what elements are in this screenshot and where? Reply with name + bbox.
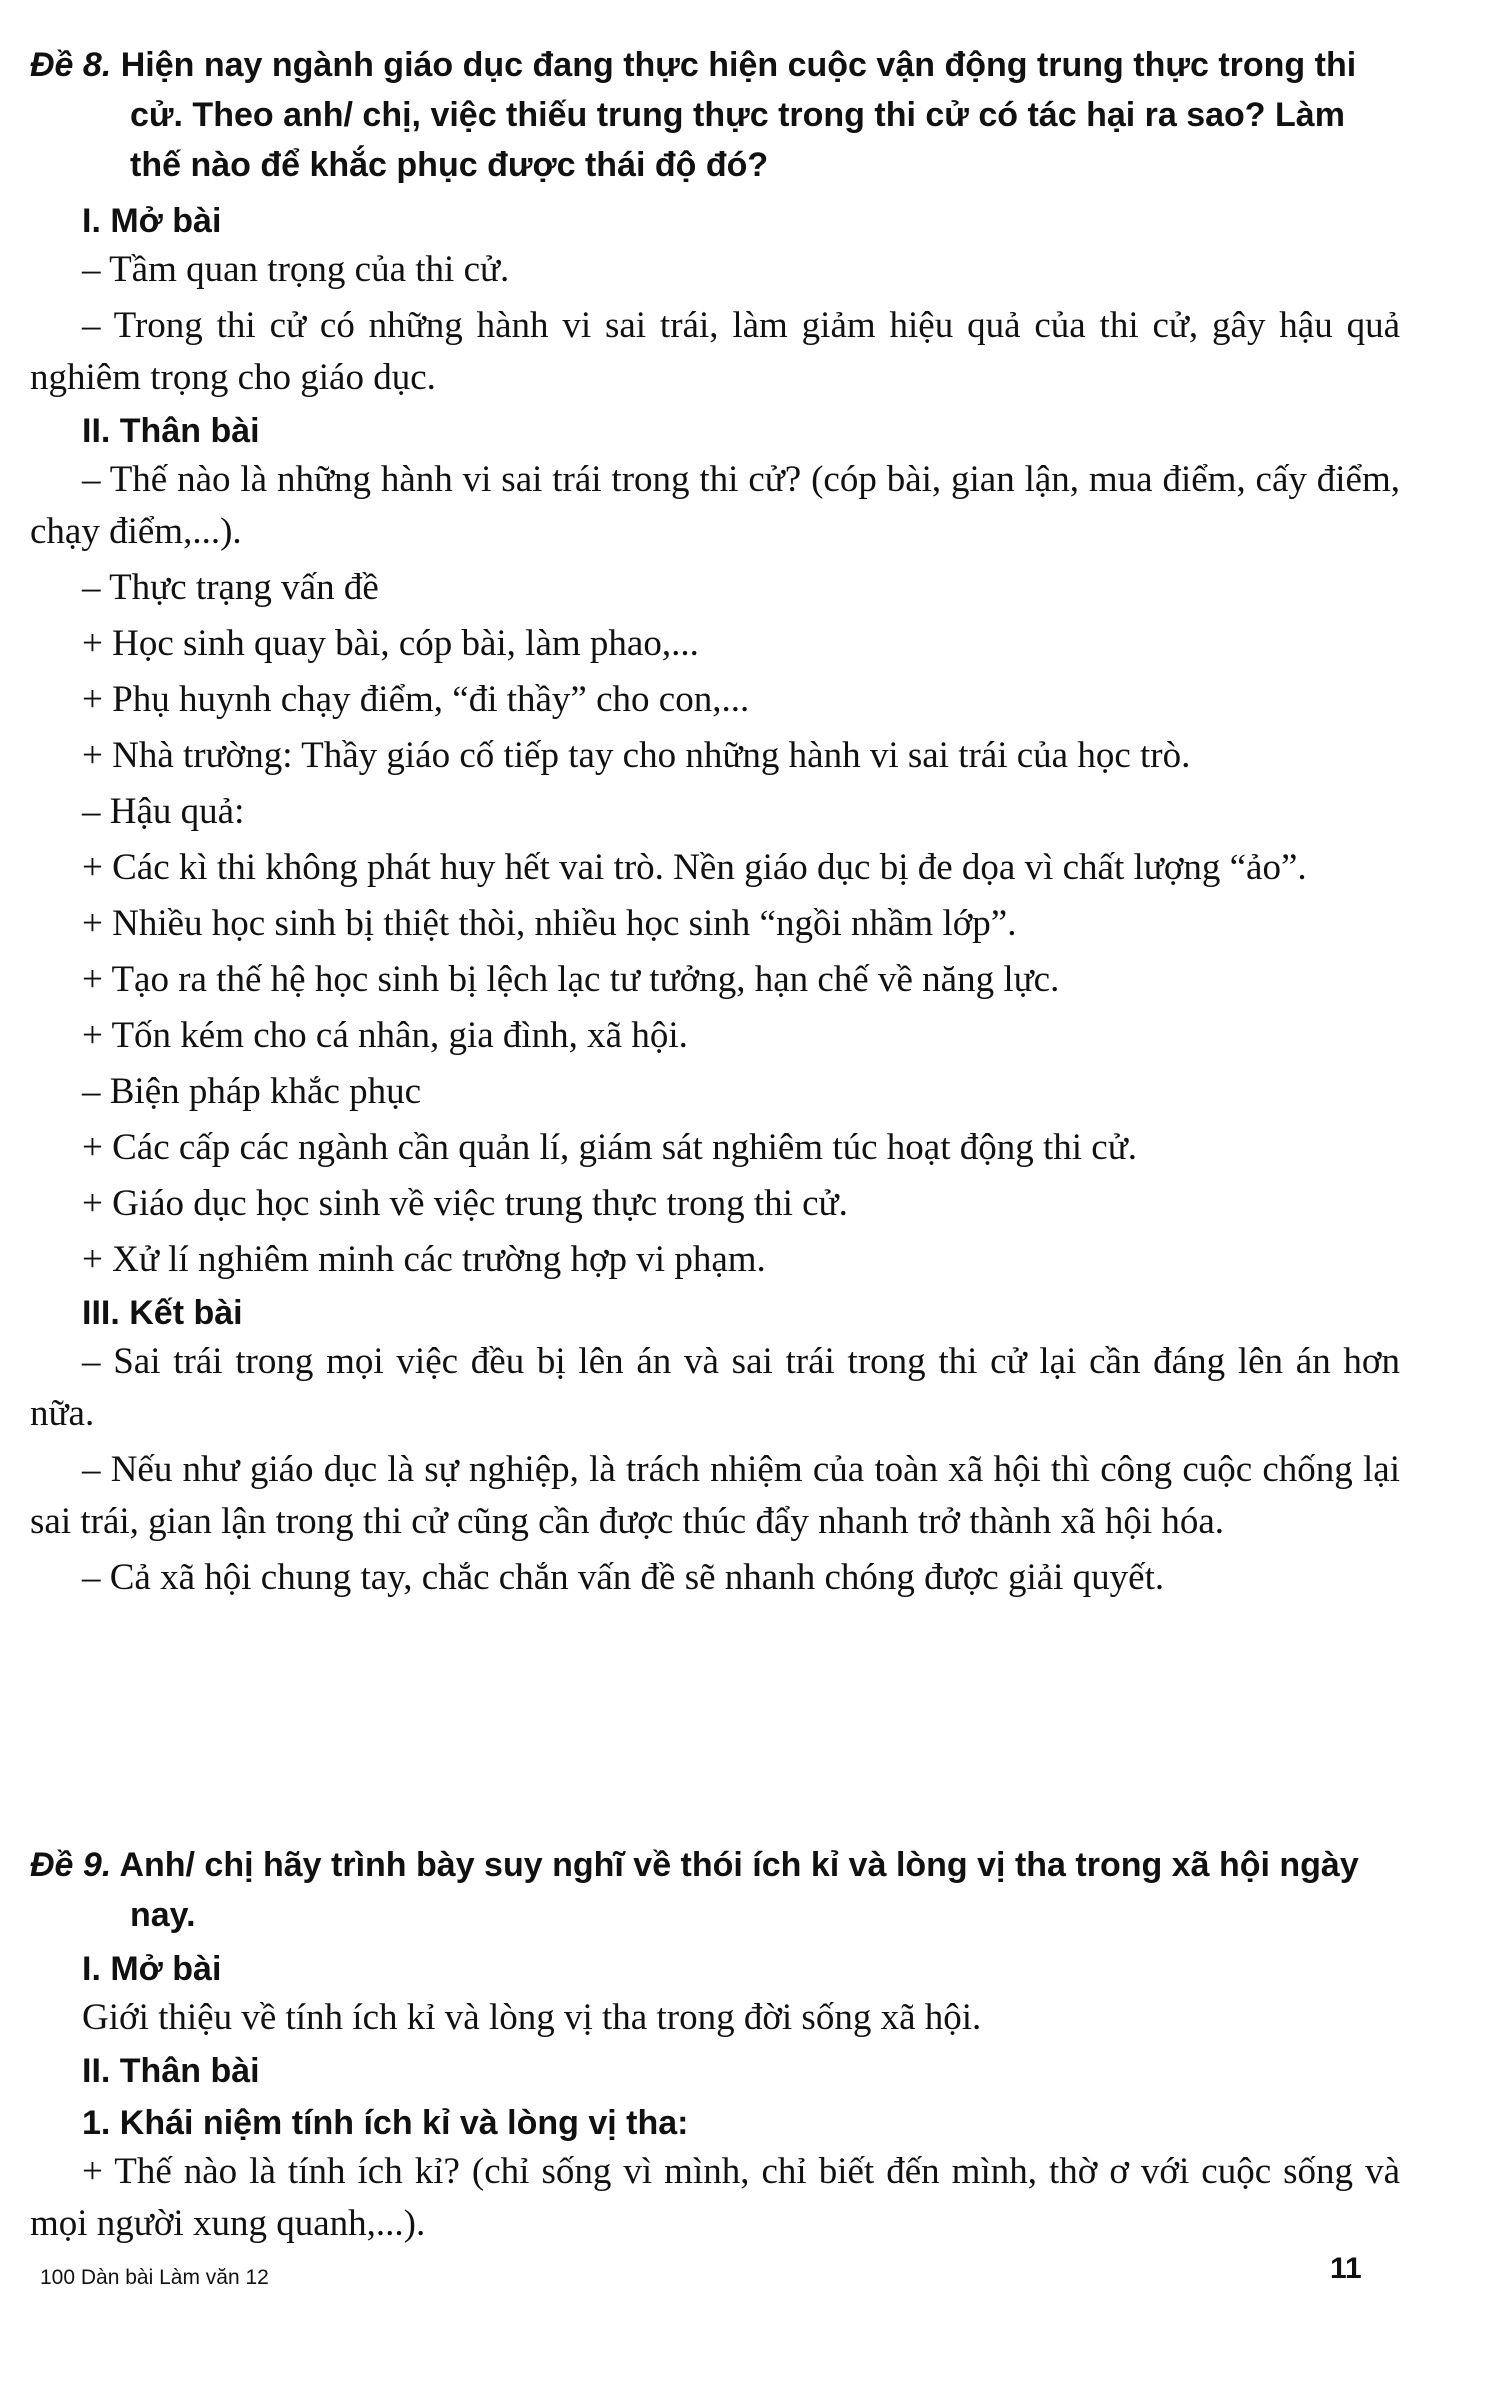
de-8-than-bai-line: + Giáo dục học sinh về việc trung thực trong thi cử. [82,1183,848,1224]
de-8-than-bai-line: – Thực trạng vấn đề [82,567,379,608]
footer-book-title: 100 Dàn bài Làm văn 12 [40,2266,269,2289]
de-8-than-bai-line: + Nhà trường: Thầy giáo cố tiếp tay cho những hành vi sai trái của học trò. [82,735,1191,776]
de-9-mo-bai-heading: I. Mở bài [82,1950,222,1988]
de-8-than-bai-line: – Thế nào là những hành vi sai trái trong thi cử? (cóp bài, gian lận, mua điểm, cấy điểm, chạy điểm,...). [30,459,1400,552]
de-8-than-bai-heading: II. Thân bài [82,412,260,450]
de-8-than-bai-line: + Xử lí nghiêm minh các trường hợp vi phạm. [82,1239,766,1280]
de-8-ket-bai-line: – Cả xã hội chung tay, chắc chắn vấn đề sẽ nhanh chóng được giải quyết. [82,1557,1165,1598]
de-9-question-text: Anh/ chị hãy trình bày suy nghĩ về thói ích kỉ và lòng vị tha trong xã hội ngày nay. [119,1846,1359,1934]
de-8-label: Đề 8. [30,46,112,84]
footer-page-number: 11 [1330,2252,1362,2285]
de-9-sub-item: + Thế nào là tính ích kỉ? (chỉ sống vì mình, chỉ biết đến mình, thờ ơ với cuộc sống và mọi người xung quanh,...). [30,2151,1400,2244]
de-8-ket-bai-line: – Sai trái trong mọi việc đều bị lên án và sai trái trong thi cử lại cần đáng lên án hơn nữa. [30,1341,1400,1434]
de-8-mo-bai-line: – Tầm quan trọng của thi cử. [82,249,510,290]
de-8-section [30,40,1400,1608]
de-8-than-bai-line: + Học sinh quay bài, cóp bài, làm phao,... [82,623,699,664]
de-8-than-bai-line: + Nhiều học sinh bị thiệt thòi, nhiều học sinh “ngồi nhầm lớp”. [82,903,1017,944]
de-8-than-bai-line: – Hậu quả: [82,791,245,832]
de-8-mo-bai-heading: I. Mở bài [82,202,222,240]
de-9-question [30,1840,1400,1940]
de-8-ket-bai-line: – Nếu như giáo dục là sự nghiệp, là trách nhiệm của toàn xã hội thì công cuộc chống lại sai trái, gian lận trong thi cử cũng cần được thúc đẩy nhanh trở thành xã hội hóa. [30,1449,1400,1542]
de-8-than-bai-line: + Phụ huynh chạy điểm, “đi thầy” cho con,... [82,679,750,720]
de-8-than-bai-line: – Biện pháp khắc phục [82,1071,422,1112]
de-8-than-bai-line: + Các cấp các ngành cần quản lí, giám sát nghiêm túc hoạt động thi cử. [82,1127,1138,1168]
de-9-than-bai-heading: II. Thân bài [82,2052,260,2090]
de-9-sub-heading: 1. Khái niệm tính ích kỉ và lòng vị tha: [82,2104,689,2142]
de-8-than-bai-line: + Tốn kém cho cá nhân, gia đình, xã hội. [82,1015,688,1056]
de-8-ket-bai-heading: III. Kết bài [82,1294,243,1332]
de-9-mo-bai-text: Giới thiệu về tính ích kỉ và lòng vị tha trong đời sống xã hội. [82,1997,982,2038]
de-8-question [30,40,1400,190]
de-8-than-bai-line: + Các kì thi không phát huy hết vai trò. Nền giáo dục bị đe dọa vì chất lượng “ảo”. [82,847,1307,888]
de-8-question-text: Hiện nay ngành giáo dục đang thực hiện cuộc vận động trung thực trong thi cử. Theo anh/ chị, việc thiếu trung thực trong thi cử có tác hại ra sao? Làm thế nào để khắc phục được thái độ đó? [120,46,1357,184]
de-9-section [30,1840,1400,2254]
de-8-than-bai-line: + Tạo ra thế hệ học sinh bị lệch lạc tư tưởng, hạn chế về năng lực. [82,959,1060,1000]
de-9-label: Đề 9. [30,1846,112,1884]
de-8-mo-bai-line: – Trong thi cử có những hành vi sai trái, làm giảm hiệu quả của thi cử, gây hậu quả nghiêm trọng cho giáo dục. [30,305,1400,398]
